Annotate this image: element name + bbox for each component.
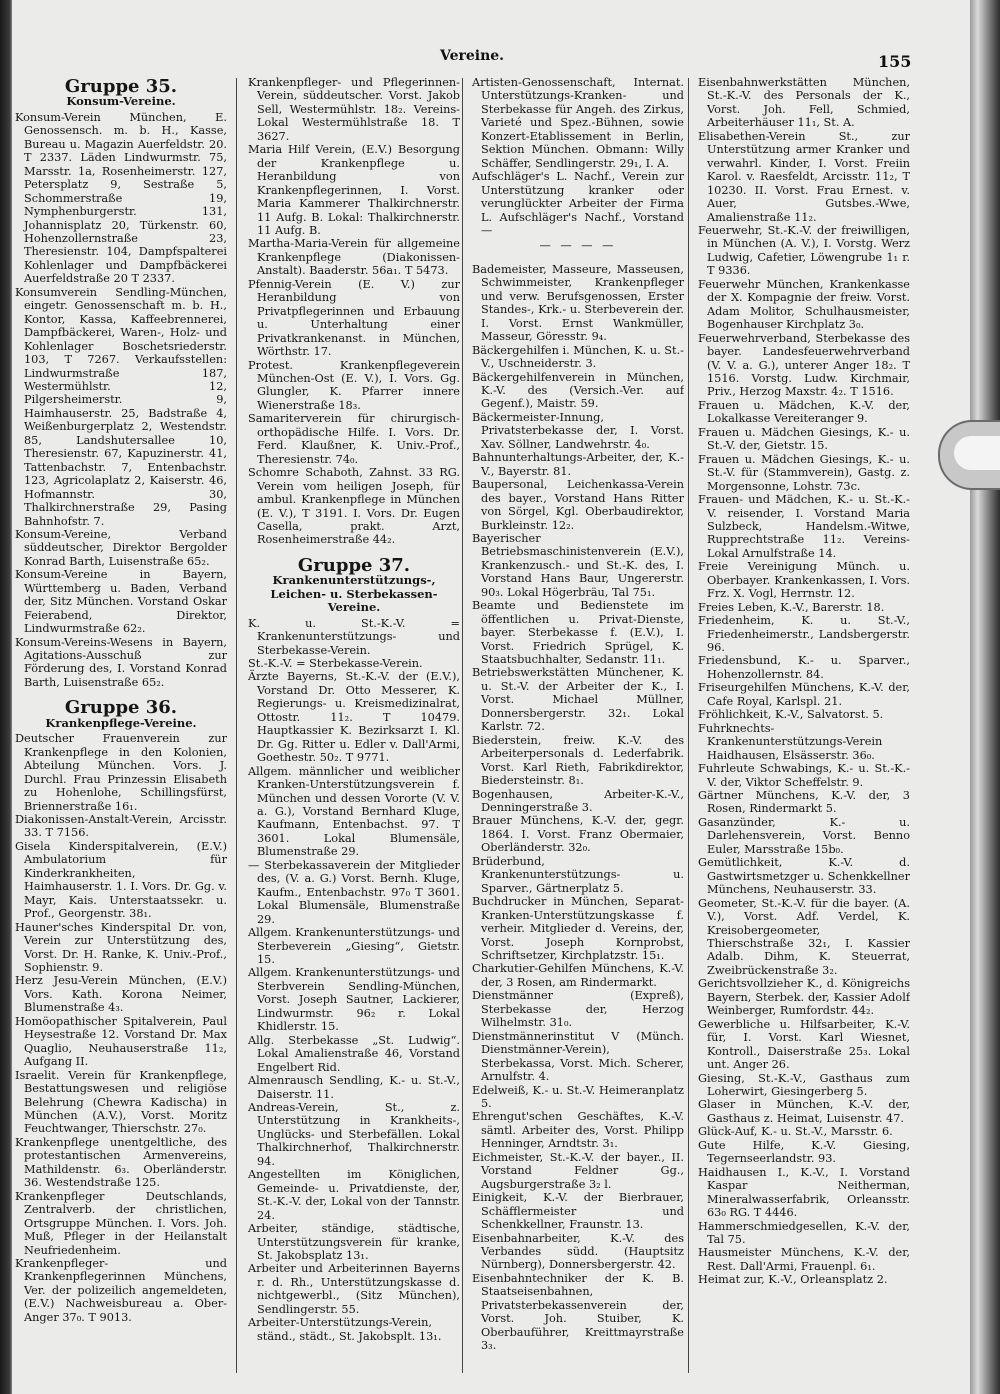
column-2 bbox=[248, 76, 460, 1376]
directory-entry: Deutscher Frauenverein zur Krankenpflege in den Kolonien, Abteilung München. Vors. J. Durchl. Frau Prinzessin Elisabeth zu Hohenlohe, Schillingsfürst, Briennerstraße 16₁. bbox=[15, 732, 227, 813]
directory-entry: Gasanzünder, K.- u. Darlehensverein, Vorst. Benno Euler, Marsstraße 15b₀. bbox=[698, 815, 910, 856]
directory-entry: Krankenpfleger- und Pflegerinnen-Verein, süddeutscher. Vorst. Jakob Sell, Westermühlstr. 18₂. Vereins-Lokal Westermühlstraße 18. T 3627. bbox=[248, 76, 460, 143]
directory-entry: Fröhlichkeit, K.-V., Salvatorst. 5. bbox=[698, 708, 884, 722]
directory-entry: Geometer, St.-K.-V. für die bayer. (A. V.), Vorst. Adf. Verdel, K. Kreisobergeometer, Thierschstraße 32₁, I. Kassier Adalb. Dihm, K. Steuerrat, Zweibrückenstraße 3₂. bbox=[698, 896, 910, 977]
directory-entry: Andreas-Verein, St., z. Unterstützung in Krankheits-, Unglücks- und Sterbefällen. Lokal Thalkirchnerhof, Thalkirchnerstr. 94. bbox=[248, 1100, 460, 1168]
directory-entry: Betriebswerkstätten Münchener, K. u. St.-V. der Arbeiter der K., I. Vorst. Michael Müllner, Donnersbergerstr. 32₁. Lokal Karlstr. 72. bbox=[472, 666, 684, 734]
directory-entry: Brauer Münchens, K.-V. der, gegr. 1864. I. Vorst. Franz Obermaier, Oberländerstr. 32₀. bbox=[472, 814, 684, 855]
directory-entry: Frauen u. Mädchen Giesings, K.- u. St.-V. für (Stammverein), Gastg. z. Morgensonne, Lohstr. 73c. bbox=[698, 452, 910, 493]
column-rule bbox=[462, 78, 463, 1373]
directory-entry: Konsum-Vereins-Wesens in Bayern, Agitations-Ausschuß zur Förderung des, I. Vorstand Konrad Barth, Luisenstraße 65₂. bbox=[15, 635, 227, 689]
directory-entry: Allgem. Krankenunterstützungs- und Sterbverein Sendling-München, Vorst. Joseph Sautner, Lackierer, Lindwurmstr. 96₂ r. Lokal Khidlerstr. 15. bbox=[248, 966, 460, 1034]
directory-entry: Eichmeister, St.-K.-V. der bayer., II. Vorstand Feldner Gg., Augsburgerstraße 3₂ l. bbox=[472, 1150, 684, 1191]
directory-entry: Diakonissen-Anstalt-Verein, Arcisstr. 33. T 7156. bbox=[15, 813, 227, 840]
book-page bbox=[12, 0, 970, 1394]
directory-entry: Gärtner Münchens, K.-V. der, 3 Rosen, Rindermarkt 5. bbox=[698, 789, 910, 816]
column-rule bbox=[236, 78, 237, 1373]
directory-entry: Feuerwehrverband, Sterbekasse des bayer. Landesfeuerwehrverband (V. V. a. G.), unterer Anger 18₂. T 1516. Vorstg. Ludw. Kirchmair, Priv., Herzog Maxstr. 4₂. T 1516. bbox=[698, 331, 910, 399]
directory-entry: Eisenbahnarbeiter, K.-V. des Verbandes südd. (Hauptsitz Nürnberg), Donnersbergerstr. 42. bbox=[472, 1231, 684, 1272]
directory-entry: Samariterverein für chirurgisch-orthopädische Hilfe. I. Vors. Dr. Ferd. Klaußner, K. Univ.-Prof., Theresienstr. 74₀. bbox=[248, 412, 460, 466]
directory-entry: Bäckergehilfenverein in München, K.-V. des (Versich.-Ver. auf Gegenf.), Maistr. 59. bbox=[472, 370, 684, 411]
page-tab-hole bbox=[954, 436, 1000, 470]
directory-entry: Hausmeister Münchens, K.-V. der, Rest. Dall'Armi, Frauenpl. 6₁. bbox=[698, 1246, 910, 1273]
directory-entry: Charkutier-Gehilfen Münchens, K.-V. der, 3 Rosen, am Rindermarkt. bbox=[472, 962, 684, 989]
directory-entry: Konsum-Vereine in Bayern, Württemberg u. Baden, Verband der, Sitz München. Vorstand Oskar Feierabend, Direktor, Lindwurmstraße 62₂. bbox=[15, 568, 227, 636]
directory-entry: Fuhrleute Schwabings, K.- u. St.-K.-V. der, Viktor Scheffelstr. 9. bbox=[698, 762, 910, 789]
directory-entry: Elisabethen-Verein St., zur Unterstützung armer Kranker und verwahrl. Kinder, I. Vorst. Freiin Karol. v. Raesfeldt, Arcisstr. 11₂, T 10230. II. Vorst. Frau Ernest. v. Auer, Gutsbes.-Wwe, Amalienstraße 11₂. bbox=[698, 129, 910, 224]
spacer bbox=[15, 689, 227, 697]
page-number: 155 bbox=[878, 52, 912, 71]
directory-entry: Hauner'sches Kinderspital Dr. von, Verein zur Unterstützung des, Vorst. Dr. H. Ranke, K. Univ.-Prof., Sophienstr. 9. bbox=[15, 920, 227, 974]
directory-entry: Dienstmännerinstitut V (Münch. Dienstmänner-Verein), Sterbekassa, Vorst. Mich. Scherer, Arnulfstr. 4. bbox=[472, 1029, 684, 1084]
directory-entry: Martha-Maria-Verein für allgemeine Krankenpflege (Diakonissen-Anstalt). Baaderstr. 56a₁. T 5473. bbox=[248, 237, 460, 278]
directory-entry: Bäckergehilfen i. München, K. u. St.-V., Uschneiderstr. 3. bbox=[472, 343, 684, 371]
group-heading: Gruppe 35. bbox=[64, 76, 178, 97]
directory-entry: Edelweiß, K.- u. St.-V. Heimeranplatz 5. bbox=[472, 1083, 684, 1110]
column-rule bbox=[688, 78, 689, 1373]
directory-entry: Beamte und Bedienstete im öffentlichen u. Privat-Dienste, bayer. Sterbekasse f. (E.V.), I. Vorst. Friedrich Sprügel, K. Staatsbuchhalter, Sedanstr. 11₁. bbox=[472, 599, 684, 667]
directory-entry: Gerichtsvollzieher K., d. Königreichs Bayern, Sterbek. der, Kassier Adolf Weinberger, Rumfordstr. 44₂. bbox=[698, 977, 910, 1018]
section-heading: Krankenpflege-Vereine. bbox=[45, 715, 197, 730]
directory-entry: Giesing, St.-K.-V., Gasthaus zum Loherwirt, Giesingerberg 5. bbox=[698, 1071, 910, 1098]
directory-entry: Frauen- und Mädchen, K.- u. St.-K.-V. reisender, I. Vorstand Maria Sulzbeck, Handelsm.-Witwe, Rupprechtstraße 11₂. Vereins-Lokal Arnulfstraße 14. bbox=[698, 493, 910, 560]
directory-entry: Homöopathischer Spitalverein, Paul Heysestraße 12. Vorstand Dr. Max Quaglio, Neuhauserstraße 11₂, Aufgang II. bbox=[15, 1014, 227, 1069]
directory-entry: Feuerwehr München, Krankenkasse der X. Kompagnie der freiw. Vorst. Adam Molitor, Schulhausmeister, Bogenhauser Kirchplatz 3₀. bbox=[698, 277, 910, 332]
directory-entry: Israelit. Verein für Krankenpflege, Bestattungswesen und religiöse Belehrung (Chewra Kadischa) in München (A.V.), Vorst. Moritz Feuchtwanger, Thierschstr. 27₀. bbox=[15, 1068, 227, 1136]
directory-entry: Bayerischer Betriebsmaschinistenverein (E.V.), Krankenzusch.- und St.-K. des, I. Vorstand Hans Baur, Ungererstr. 90₃. Lokal Högerbräu, Tal 75₁. bbox=[472, 531, 684, 599]
directory-entry: Eisenbahntechniker der K. B. Staatseisenbahnen, Privatsterbekassenverein der, Vorst. Joh. Stuiber, K. Oberbauführer, Kreittmayrstraße 3₃. bbox=[472, 1271, 684, 1353]
directory-entry: Feuerwehr, St.-K.-V. der freiwilligen, in München (A. V.), I. Vorstg. Werz Ludwig, Cafetier, Löwengrube 1₁ r. T 9336. bbox=[698, 223, 910, 278]
directory-entry: Bademeister, Masseure, Masseusen, Schwimmeister, Krankenpfleger und verw. Berufsgenossen, Erster Standes-, Krk.- u. Sterbeverein der. I. Vorst. Ernst Wankmüller, Masseur, Göresstr. 9₄. bbox=[472, 262, 684, 344]
directory-entry: Pfennig-Verein (E. V.) zur Heranbildung von Privatpflegerinnen und Erbauung u. Unterhaltung einer Privatkrankenanst. in München, Wörthstr. 17. bbox=[248, 277, 460, 359]
directory-entry: Aufschläger's L. Nachf., Verein zur Unterstützung kranker oder verunglückter Arbeiter der Firma L. Aufschläger's Nachf., Vorstand — bbox=[472, 170, 684, 237]
directory-entry: Ärzte Bayerns, St.-K.-V. der (E.V.), Vorstand Dr. Otto Messerer, K. Regierungs- u. Kreismedizinalrat, Ottostr. 11₂. T 10479. Hauptkassier K. Bezirksarzt I. Kl. Dr. Gg. Ritter u. Edler v. Dall'Armi, Goethestr. 50₂. T 9771. bbox=[248, 670, 460, 765]
column-1 bbox=[15, 76, 227, 1376]
directory-entry: Baupersonal, Leichenkassa-Verein des bayer., Vorstand Hans Ritter von Sörgel, Kgl. Oberbaudirektor, Burkleinstr. 12₂. bbox=[472, 478, 684, 532]
directory-entry: Almenrausch Sendling, K.- u. St.-V., Daiserstr. 11. bbox=[248, 1074, 460, 1101]
directory-entry: Ehrengut'schen Geschäftes, K.-V. sämtl. Arbeiter des, Vorst. Philipp Henninger, Arndtstr. 3₁. bbox=[472, 1110, 684, 1151]
directory-entry: Angestellten im Königlichen, Gemeinde- u. Privatdienste, der, St.-K.-V. der, Lokal von der Tannstr. 24. bbox=[248, 1168, 460, 1222]
column-3 bbox=[472, 76, 684, 1376]
directory-entry: — Sterbekassaverein der Mitglieder des, (V. a. G.) Vorst. Bernh. Kluge, Kaufm., Entenbachstr. 97₀ T 3601. Lokal Blumensäle, Blumenstraße 29. bbox=[248, 858, 460, 926]
directory-entry: Biederstein, freiw. K.-V. des Arbeiterpersonals d. Lederfabrik. Vorst. Karl Rieth, Fabrikdirektor, Biedersteinstr. 8₁. bbox=[472, 733, 684, 788]
section-heading: Konsum-Vereine. bbox=[66, 94, 176, 109]
directory-entry: Brüderbund, Krankenunterstützungs- u. Sparver., Gärtnerplatz 5. bbox=[472, 854, 684, 895]
directory-entry: Gemütlichkeit, K.-V. d. Gastwirtsmetzger u. Schenkkellner Münchens, Neuhauserstr. 33. bbox=[698, 856, 910, 897]
directory-entry: Konsum-Vereine, Verband süddeutscher, Direktor Bergolder Konrad Barth, Luisenstraße 65₂. bbox=[15, 527, 227, 568]
directory-entry: Heimat zur, K.-V., Orleansplatz 2. bbox=[698, 1273, 888, 1287]
directory-entry: Glück-Auf, K.- u. St.-V., Marsstr. 6. bbox=[698, 1125, 893, 1139]
directory-entry: Krankenpfleger- und Krankenpflegerinnen Münchens, Ver. der polizeilich angemeldeten, (E.V.) Nachweisbureau a. Ober-Anger 37₀. T 9013. bbox=[15, 1256, 227, 1324]
directory-entry: Gewerbliche u. Hilfsarbeiter, K.-V. für, I. Vorst. Karl Wiesnet, Kontroll., Daiserstraße 25₃. Lokal unt. Anger 26. bbox=[698, 1017, 910, 1072]
directory-entry: K. u. St.-K.-V. = Krankenunterstützungs- und Sterbekasse-Verein. bbox=[248, 616, 460, 657]
directory-entry: Gute Hilfe, K.-V. Giesing, Tegernseerlandstr. 93. bbox=[698, 1138, 910, 1166]
directory-entry: Arbeiter-Unterstützungs-Verein, ständ., städt., St. Jakobsplt. 13₁. bbox=[248, 1316, 442, 1343]
directory-entry: Konsumverein Sendling-München, eingetr. Genossenschaft m. b. H., Kontor, Kassa, Kaffeebrennerei, Dampfbäckerei, Waren-, Holz- und Kohlenlager Boschetsriederstr. 103, T 7267. Verkaufsstellen: Lindwurmstraße 187, Westermühlstr. 12, Pilgersheimerstr. 9, Haimhauserstr. 25, Badstraße 4, Weißenburgerplatz 2, Westendstr. 85, Landshutersallee 10, Theresienstr. 67, Kapuzinerstr. 41, Tattenbachstr. 7, Entenbachstr. 123, Agricolaplatz 2, Kaiserstr. 46, Hofmannstr. 30, Thalkirchnerstraße 29, Pasing Bahnhofstr. 7. bbox=[15, 285, 227, 528]
spacer bbox=[248, 547, 460, 555]
directory-entry: Glaser in München, K.-V. der, Gasthaus z. Heimat, Luisenstr. 47. bbox=[698, 1098, 910, 1125]
directory-entry: Bäckermeister-Innung, Privatsterbekasse der, I. Vorst. Xav. Söllner, Landwehrstr. 4₀. bbox=[472, 410, 684, 451]
directory-entry: Krankenpflege unentgeltliche, des protestantischen Armenvereins, Mathildenstr. 6₃. Oberländerstr. 36. Westendstraße 125. bbox=[15, 1135, 227, 1190]
group-heading: Gruppe 36. bbox=[64, 697, 178, 719]
separator: — — — — bbox=[539, 239, 617, 253]
directory-entry: Bahnunterhaltungs-Arbeiter, der, K.-V., Bayerstr. 81. bbox=[472, 451, 684, 478]
directory-entry: Freies Leben, K.-V., Barerstr. 18. bbox=[698, 600, 885, 614]
directory-entry: Krankenpfleger Deutschlands, Zentralverb. der christlichen, Ortsgruppe München. I. Vors. Joh. Muß, Pfleger in der Heilanstalt Neufriedenheim. bbox=[15, 1189, 227, 1257]
directory-entry: Herz Jesu-Verein München, (E.V.) Vors. Kath. Korona Neimer, Blumenstraße 4₃. bbox=[15, 974, 227, 1015]
directory-entry: Friseurgehilfen Münchens, K.-V. der, Cafe Royal, Karlspl. 21. bbox=[698, 681, 910, 708]
directory-entry: Dienstmänner (Expreß), Sterbekasse der, Herzog Wilhelmstr. 31₀. bbox=[472, 989, 684, 1030]
directory-entry: Freie Vereinigung Münch. u. Oberbayer. Krankenkassen, I. Vors. Frz. X. Vogl, Herrnstr. 12. bbox=[698, 560, 910, 601]
directory-entry: Fuhrknechts-Krankenunterstützungs-Verein Haidhausen, Elsässerstr. 36₀. bbox=[698, 721, 883, 762]
directory-entry: Allgem. männlicher und weiblicher Kranken-Unterstützungsverein f. München und dessen Vororte (V. V. a. G.), Vorstand Bernhard Kluge, Kaufmann, Entenbachst. 97. T 3601. Lokal Blumensäle, Blumenstraße 29. bbox=[248, 764, 460, 859]
section-heading: Krankenunterstützungs-, Leichen- u. Sterbekassen-Vereine. bbox=[270, 573, 438, 615]
directory-entry: St.-K.-V. = Sterbekasse-Verein. bbox=[248, 657, 423, 671]
directory-entry: Allg. Sterbekasse „St. Ludwig“. Lokal Amalienstraße 46, Vorstand Engelbert Rid. bbox=[248, 1033, 460, 1074]
directory-entry: Protest. Krankenpflegeverein München-Ost (E. V.), I. Vors. Gg. Glungler, K. Pfarrer innere Wienerstraße 18₃. bbox=[248, 358, 460, 412]
running-head: Vereine. bbox=[440, 48, 505, 64]
directory-entry: Schomre Schaboth, Zahnst. 33 RG. Verein vom heiligen Joseph, für ambul. Krankenpflege in München (E. V.), T 3191. I. Vors. Dr. Eugen Casella, prakt. Arzt, Rosenheimerstraße 44₂. bbox=[248, 466, 460, 547]
directory-entry: Friedenheim, K. u. St.-V., Friedenheimerstr., Landsbergerstr. 96. bbox=[698, 614, 910, 655]
directory-entry: Frauen u. Mädchen Giesings, K.- u. St.-V. der, Gietstr. 15. bbox=[698, 425, 910, 453]
spacer bbox=[472, 255, 684, 263]
directory-entry: Frauen u. Mädchen, K.-V. der, Lokalkasse Vereiteranger 9. bbox=[698, 398, 910, 426]
directory-entry: Buchdrucker in München, Separat-Kranken-Unterstützungskasse f. verheir. Mitglieder d. Vereins, der, Vorst. Joseph Kornprobst, Schriftsetzer, Kirchplatzstr. 15₁. bbox=[472, 895, 684, 962]
directory-entry: Eisenbahnwerkstätten München, St.-K.-V. des Personals der K., Vorst. Joh. Fell, Schmied, Arbeiterhäuser 11₁, St. A. bbox=[698, 76, 910, 130]
directory-entry: Maria Hilf Verein, (E.V.) Besorgung der Krankenpflege u. Heranbildung von Krankenpflegerinnen, I. Vorst. Maria Kammerer Thalkirchnerstr. 11 Aufg. B. Lokal: Thalkirchnerstr. 11 Aufg. B. bbox=[248, 143, 460, 237]
directory-entry: Haidhausen I., K.-V., I. Vorstand Kaspar Neitherman, Mineralwasserfabrik, Orleansstr. 63₀ RG. T 4446. bbox=[698, 1165, 910, 1220]
directory-entry: Arbeiter und Arbeiterinnen Bayerns r. d. Rh., Unterstützungskasse d. nichtgewerbl., (Sitz München), Sendlingerstr. 55. bbox=[248, 1262, 460, 1316]
directory-entry: Arbeiter, ständige, städtische, Unterstützungsverein für kranke, St. Jakobsplatz 13₁. bbox=[248, 1222, 460, 1262]
directory-entry: Friedensbund, K.- u. Sparver., Hohenzollernstr. 84. bbox=[698, 654, 910, 681]
directory-entry: Einigkeit, K.-V. der Bierbrauer, Schäfflermeister und Schenkkellner, Fraunstr. 13. bbox=[472, 1191, 684, 1232]
column-4 bbox=[698, 76, 910, 1376]
directory-entry: Allgem. Krankenunterstützungs- und Sterbeverein „Giesing“, Gietstr. 15. bbox=[248, 926, 460, 966]
directory-entry: Artisten-Genossenschaft, Internat. Unterstützungs-Kranken- und Sterbekasse für Angeh. des Zirkus, Varieté und Spez.-Bühnen, sowie Konzert-Etablissement in Berlin, Sektion München. Obmann: Willy Schäffer, Sendlingerstr. 29₁, I. A. bbox=[472, 76, 684, 170]
directory-entry: Bogenhausen, Arbeiter-K.-V., Denningerstraße 3. bbox=[472, 787, 684, 815]
directory-entry: Hammerschmiedgesellen, K.-V. der, Tal 75. bbox=[698, 1219, 910, 1246]
group-heading: Gruppe 37. bbox=[297, 554, 411, 576]
directory-entry: Gisela Kinderspitalverein, (E.V.) Ambulatorium für Kinderkrankheiten, Haimhauserstr. 1. I. Vors. Dr. Gg. v. Mayr, Kais. Unterstaatssekr. u. Prof., Georgenstr. 38₁. bbox=[15, 839, 227, 921]
directory-entry: Konsum-Verein München, E. Genossensch. m. b. H., Kasse, Bureau u. Magazin Auerfeldstr. 20. T 2337. Läden Lindwurmstr. 75, Marsstr. 1a, Rosenheimerstr. 127, Petersplatz 9, Sestraße 5, Schommerstraße 19, Nymphenburgerstr. 131, Johannisplatz 20, Türkenstr. 60, Hohenzollernstraße 23, Theresienstr. 104, Dampfspalterei Kohlenlager und Dampfbäckerei Auerfeldstraße 20 T 2337. bbox=[15, 110, 227, 286]
right-page-edge bbox=[968, 0, 1000, 1394]
